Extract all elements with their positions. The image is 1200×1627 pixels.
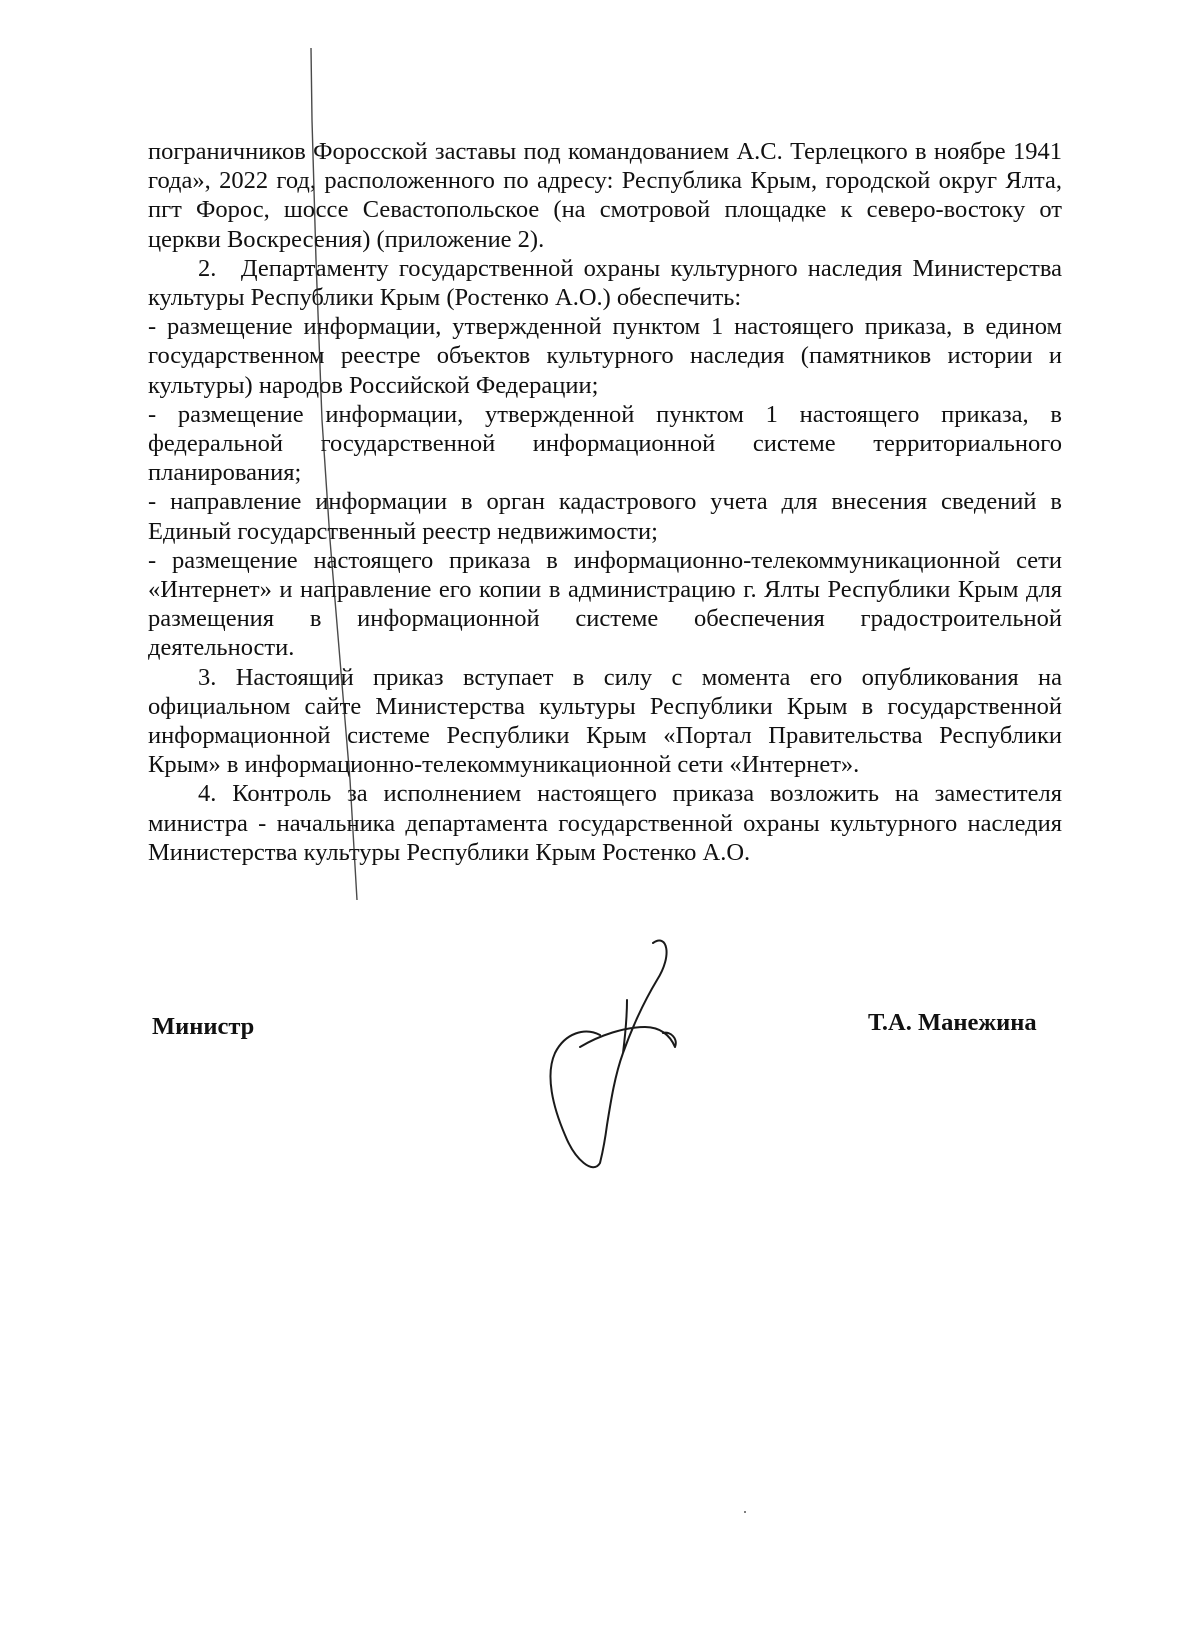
paragraph-item-2: 2. Департаменту государственной охраны культурного наследия Министерства культуры Республики Крым (Ростенко А.О.) обеспечить:: [148, 254, 1062, 312]
signatory-title: Министр: [152, 1013, 255, 1040]
paragraph-item-3: 3. Настоящий приказ вступает в силу с момента его опубликования на официальном сайте Министерства культуры Республики Крым в государственной информационной системе Республики Крым «Портал Правительства Республики Крым» в информационно-телекоммуникационной сети «Интернет».: [148, 663, 1062, 779]
document-body: [148, 137, 1062, 867]
bullet-internet: - размещение настоящего приказа в информационно-телекоммуникационной сети «Интернет» и направление его копии в администрацию г. Ялты Республики Крым для размещения в информационной системе обеспечения градостроительной деятельности.: [148, 546, 1062, 662]
scan-speck: [744, 1511, 746, 1513]
bullet-cadastral: - направление информации в орган кадастрового учета для внесения сведений в Единый государственный реестр недвижимости;: [148, 488, 1062, 545]
bullet-federal-system: - размещение информации, утвержденной пунктом 1 настоящего приказа, в федеральной государственной информационной системе территориального планирования;: [148, 400, 1062, 487]
paragraph-item-4: 4. Контроль за исполнением настоящего приказа возложить на заместителя министра - начальника департамента государственной охраны культурного наследия Министерства культуры Республики Крым Ростенко А.О.: [148, 780, 1062, 866]
bullet-registry: - размещение информации, утвержденной пунктом 1 настоящего приказа, в едином государственном реестре объектов культурного наследия (памятников истории и культуры) народов Российской Федерации;: [148, 313, 1062, 399]
handwritten-signature-icon: [545, 935, 695, 1175]
signatory-name: Т.А. Манежина: [868, 1009, 1037, 1036]
paragraph-continuation: пограничников Форосской заставы под командованием А.С. Терлецкого в ноябре 1941 года», 2022 год, расположенного по адресу: Республика Крым, городской округ Ялта, пгт Форос, шоссе Севастопольское (на смотровой площадке к северо-востоку от церкви Воскресения) (приложение 2).: [148, 138, 1062, 253]
